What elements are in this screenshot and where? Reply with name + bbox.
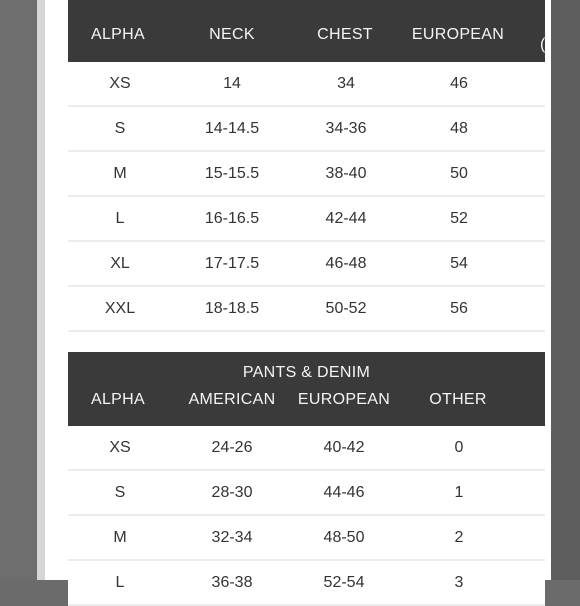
header-american: AMERICAN: [188, 391, 276, 408]
cell-neck: 17-17.5: [204, 254, 260, 272]
left-rail: [37, 0, 45, 580]
cell-alpha: XXL: [104, 299, 136, 317]
cell-european: 56: [450, 299, 468, 317]
cell-european: 40-42: [323, 438, 365, 456]
header-other: OTHER: [429, 391, 487, 408]
cell-european: 48: [450, 119, 468, 137]
cell-chest: 34-36: [325, 119, 367, 137]
pants-header-row: [68, 352, 545, 426]
cell-neck: 14-14.5: [204, 119, 260, 137]
table-row: [68, 516, 545, 561]
cell-chest: 42-44: [325, 209, 367, 227]
table-row: [68, 62, 545, 107]
cell-neck: 14: [223, 74, 241, 92]
cell-american: 32-34: [211, 528, 253, 546]
header-chest: CHEST: [317, 26, 373, 43]
cell-neck: 15-15.5: [204, 164, 260, 182]
table-row: [68, 242, 545, 287]
cell-alpha: L: [115, 573, 125, 591]
cell-alpha: S: [114, 119, 126, 137]
cell-european: 54: [450, 254, 468, 272]
header-european: EUROPEAN: [297, 391, 391, 408]
cell-american: 36-38: [211, 573, 253, 591]
header-european: EUROPEAN: [411, 26, 505, 43]
left-frame: [0, 0, 37, 580]
cell-other: 3: [454, 573, 464, 591]
table-row: [68, 197, 545, 242]
cell-alpha: XS: [109, 74, 131, 92]
header-alpha: ALPHA: [91, 26, 145, 43]
cell-european: 46: [450, 74, 468, 92]
table-row: [68, 471, 545, 516]
table-row: [68, 287, 545, 332]
cell-chest: 38-40: [325, 164, 367, 182]
cell-alpha: XL: [110, 254, 130, 272]
cell-alpha: M: [113, 164, 127, 182]
pants-section-title: PANTS & DENIM: [242, 364, 371, 381]
table-row: [68, 561, 545, 606]
cell-european: 52: [450, 209, 468, 227]
cell-chest: 46-48: [325, 254, 367, 272]
header-cut-off: (: [540, 36, 546, 53]
table-row: [68, 107, 545, 152]
cell-european: 44-46: [323, 483, 365, 501]
table-row: [68, 152, 545, 197]
cell-alpha: L: [115, 209, 125, 227]
cell-alpha: S: [114, 483, 126, 501]
cell-neck: 18-18.5: [204, 299, 260, 317]
cell-neck: 16-16.5: [204, 209, 260, 227]
cell-european: 50: [450, 164, 468, 182]
cell-european: 52-54: [323, 573, 365, 591]
cell-european: 48-50: [323, 528, 365, 546]
cell-chest: 50-52: [325, 299, 367, 317]
tops-size-table: [68, 0, 545, 331]
tops-header-row: [68, 0, 545, 62]
cell-american: 24-26: [211, 438, 253, 456]
header-neck: NECK: [209, 26, 255, 43]
cell-other: 0: [454, 438, 464, 456]
cell-alpha: XS: [109, 438, 131, 456]
cell-other: 2: [454, 528, 464, 546]
right-frame: [551, 0, 580, 580]
header-alpha: ALPHA: [91, 391, 145, 408]
cell-other: 1: [454, 483, 464, 501]
cell-alpha: M: [113, 528, 127, 546]
pants-size-table: [68, 352, 545, 591]
table-row: [68, 426, 545, 471]
cell-chest: 34: [337, 74, 355, 92]
cell-american: 28-30: [211, 483, 253, 501]
